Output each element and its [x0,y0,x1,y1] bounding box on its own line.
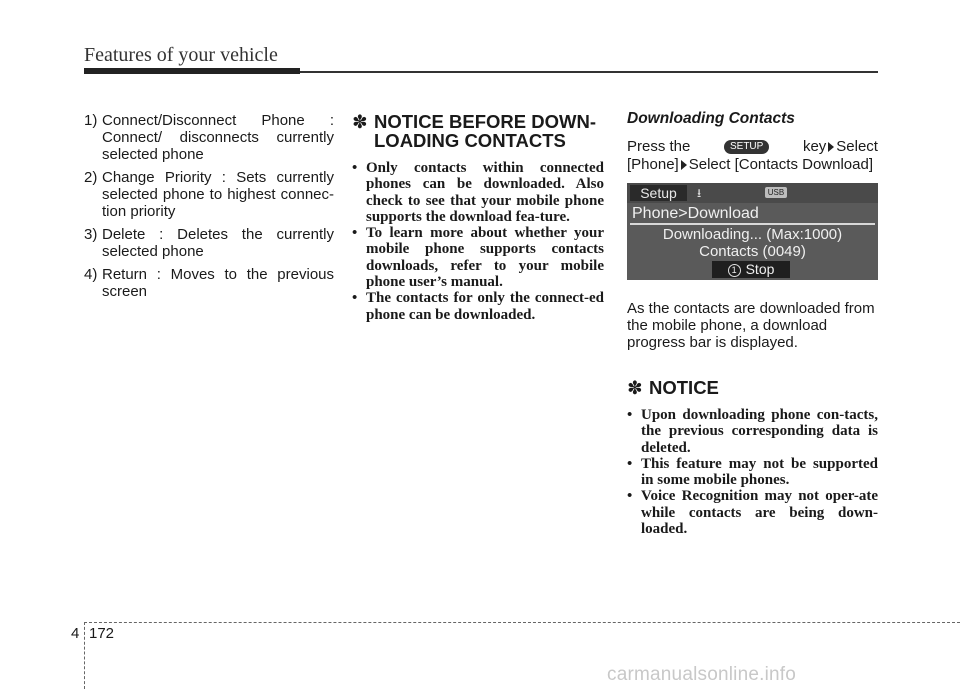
select-download-text: Select [Contacts Download] [688,156,873,173]
bullet-text: The contacts for only the connect-ed phone can be downloaded. [366,290,604,323]
progress-and-notice [627,300,878,537]
page-header-title: Features of your vehicle [84,44,278,66]
header-bar [84,68,300,74]
item-number: 1) [84,112,98,129]
key-word: key [802,138,827,155]
screen-path: Phone>Download [632,205,759,222]
list-item [627,488,878,537]
key-text [803,138,878,156]
list-item [352,225,604,290]
list-item [627,407,878,456]
setup-key-icon: SETUP [724,140,769,154]
bullet-text: This feature may not be supported in some mobile phones. [641,455,878,489]
select-text: Select [836,138,878,155]
notice-heading-text: NOTICE BEFORE DOWN-LOADING CONTACTS [374,111,596,151]
header-rule [300,71,878,73]
bullet-icon: • [627,488,633,505]
press-text: Press the [627,138,691,155]
footer-divider [84,622,86,689]
notice-section [627,378,878,537]
usb-icon: USB [765,187,787,198]
bullet-text: Upon downloading phone con-tacts, the previous corresponding data is deleted. [641,407,878,456]
screen-setup-tab: Setup [630,185,687,201]
list-item [84,169,334,220]
notice-mark-icon: ✽ [627,377,643,398]
bullet-icon: • [627,407,633,423]
list-item [84,226,334,260]
instruction [627,138,878,174]
notice-mark-icon: ✽ [352,111,368,132]
download-screen-image [627,183,878,280]
list-item [84,266,334,300]
screen-downloading-status: Downloading... (Max:1000) [662,226,843,243]
section-heading: Downloading Contacts [627,110,795,127]
item-text: Connect/Disconnect Phone : Connect/ disconnects currently selected phone [102,112,334,163]
watermark: carmanualsonline.info [607,664,797,685]
chapter-number: 4 [71,625,80,642]
bullet-icon: • [352,160,358,176]
screen-stop-button [712,261,790,278]
footer-rule [84,622,960,623]
list-item [352,160,604,225]
list-item [352,290,604,323]
notice-bullets [627,407,878,537]
list-item [84,112,334,163]
bullet-text: To learn more about whether your mobile phone supports contacts downloads, refer to your mobile phone user’s manual. [366,225,604,291]
downloading-contacts-section [627,110,878,174]
phone-menu-text: [Phone] [627,156,679,173]
item-text: Return : Moves to the previous screen [102,266,334,300]
item-number: 2) [84,169,98,186]
item-text: Delete : Deletes the currently selected phone [102,226,334,260]
screen-divider [630,223,875,225]
instruction-line-2 [627,156,878,174]
instruction-line-1 [627,138,878,156]
bullet-text: Voice Recognition may not oper-ate while contacts are being down-loaded. [641,488,878,538]
stop-number-icon: 1 [728,264,741,277]
bullet-text: Only contacts within connected phones can be downloaded. Also check to see that your mobile phone supports the download fea-ture. [366,160,604,225]
item-number: 4) [84,266,98,283]
stop-label: Stop [745,261,775,277]
screen-contacts-count: Contacts (0049) [699,243,806,260]
bullet-icon: • [352,225,358,242]
item-number: 3) [84,226,98,243]
bullet-icon: • [352,290,358,307]
bullet-icon: • [627,455,633,472]
arrow-right-icon [681,160,687,170]
notice-heading [627,378,878,397]
page-number: 172 [89,625,115,642]
item-text: Change Priority : Sets currently selected phone to highest connec-tion priority [102,169,334,220]
arrow-right-icon [828,142,834,152]
function-list [84,112,334,306]
progress-description: As the contacts are downloaded from the mobile phone, a download progress bar is displayed. [627,300,875,351]
notice-heading [352,112,604,150]
notice-heading-text: NOTICE [649,377,719,398]
download-icon: ⭳ [697,186,702,200]
notice-bullets [352,160,604,323]
list-item [627,456,878,489]
notice-before-downloading [352,112,604,323]
